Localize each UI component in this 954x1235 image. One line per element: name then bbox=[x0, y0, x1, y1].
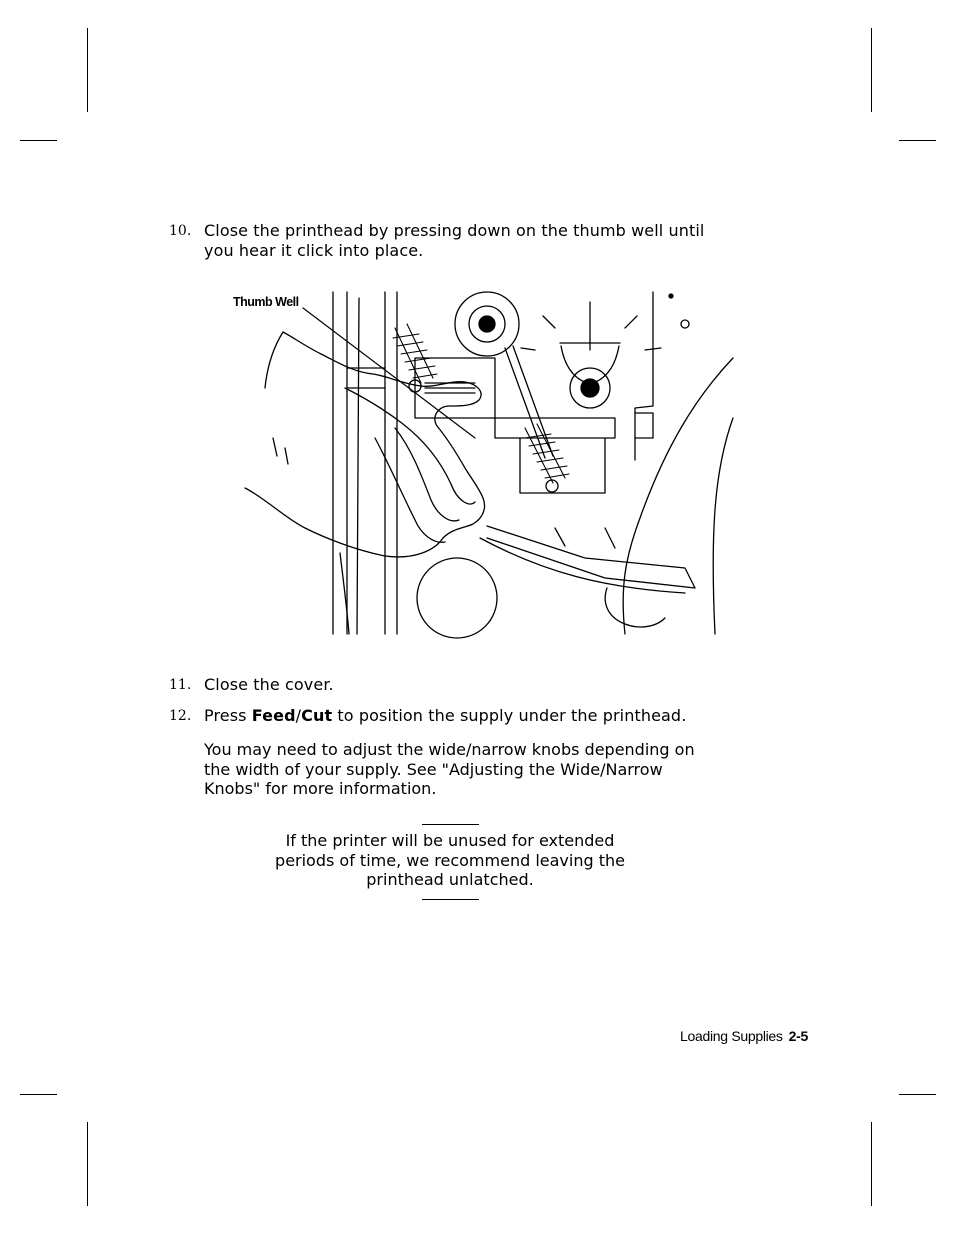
crop-mark-bottom-right-horizontal bbox=[899, 1094, 936, 1095]
crop-mark-top-right-vertical bbox=[871, 28, 872, 112]
paragraph-line: Knobs" for more information. bbox=[204, 779, 437, 798]
cut-key-label: Cut bbox=[301, 706, 333, 725]
note-bottom-rule bbox=[422, 899, 479, 900]
crop-mark-bottom-left-horizontal bbox=[20, 1094, 57, 1095]
step-number: 11. bbox=[169, 677, 192, 693]
note-top-rule bbox=[422, 824, 479, 825]
step-text bbox=[204, 221, 734, 260]
crop-mark-top-right-horizontal bbox=[899, 140, 936, 141]
step-text-line: Close the printhead by pressing down on the thumb well until bbox=[204, 221, 705, 240]
page-footer bbox=[680, 1028, 808, 1044]
adjust-knobs-paragraph bbox=[204, 740, 734, 799]
printhead-illustration bbox=[225, 288, 737, 640]
note-line: periods of time, we recommend leaving the bbox=[275, 850, 625, 870]
paragraph-line: the width of your supply. See "Adjusting the Wide/Narrow bbox=[204, 759, 663, 779]
step-text-post: to position the supply under the printhead. bbox=[332, 706, 687, 725]
crop-mark-top-left-vertical bbox=[87, 28, 88, 112]
note-line: printhead unlatched. bbox=[366, 870, 534, 889]
step-text-line: you hear it click into place. bbox=[204, 240, 424, 260]
step-text: Close the cover. bbox=[204, 675, 334, 694]
footer-section-title: Loading Supplies bbox=[680, 1028, 783, 1044]
footer-page-number: 2-5 bbox=[788, 1028, 808, 1044]
step-text bbox=[204, 706, 734, 726]
step-number: 10. bbox=[169, 223, 192, 239]
crop-mark-bottom-left-vertical bbox=[87, 1122, 88, 1206]
paragraph-line: You may need to adjust the wide/narrow knobs depending on bbox=[204, 740, 695, 759]
feed-key-label: Feed bbox=[251, 706, 296, 725]
crop-mark-top-left-horizontal bbox=[20, 140, 57, 141]
note-text bbox=[250, 831, 650, 890]
step-text-pre: Press bbox=[204, 706, 252, 725]
note-line: If the printer will be unused for extended bbox=[285, 831, 615, 850]
step-number: 12. bbox=[169, 708, 192, 724]
crop-mark-bottom-right-vertical bbox=[871, 1122, 872, 1206]
key-separator: / bbox=[295, 706, 302, 725]
thumb-well-callout-label: Thumb Well bbox=[233, 295, 299, 309]
